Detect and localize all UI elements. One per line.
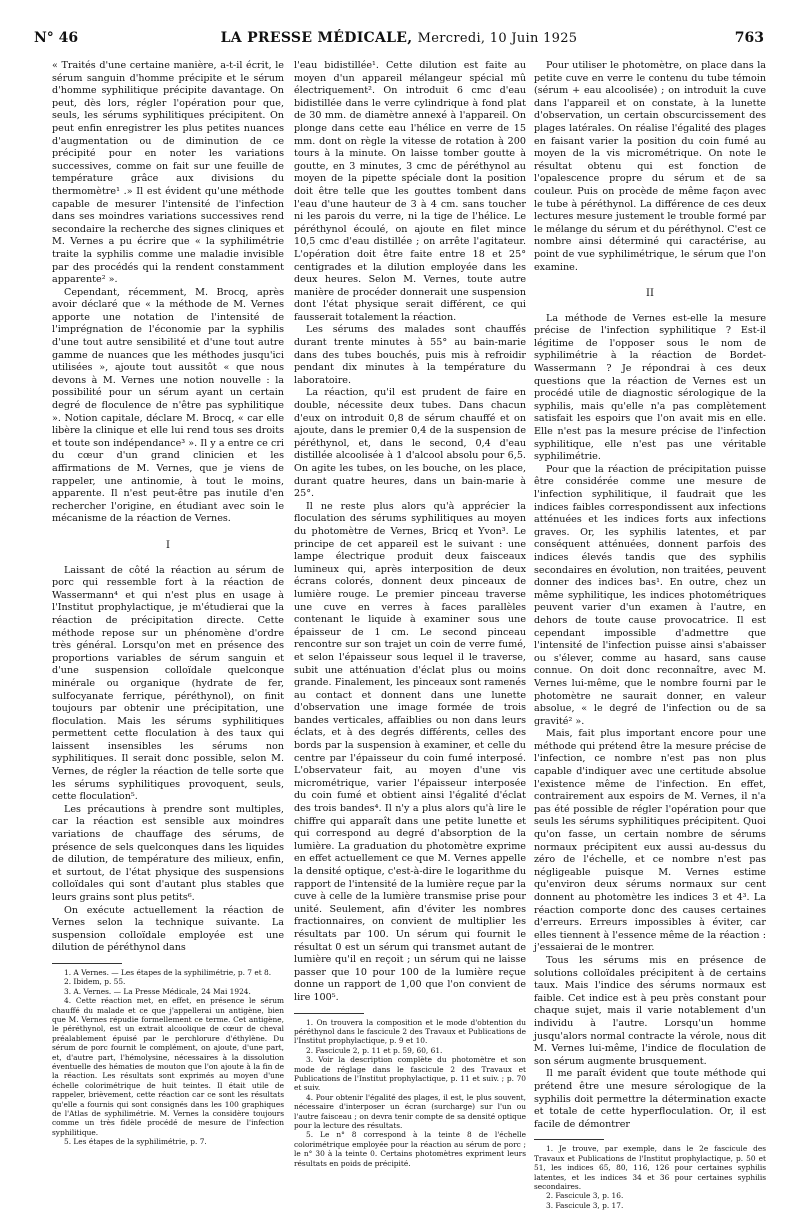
footnote-rule [52, 963, 122, 964]
paragraph: Les sérums des malades sont chauffés durant trente minutes à 55° au bain-marie dans des tubes bouchés, puis mis à refroidir pendant dix minutes à la température du laboratoire. [294, 324, 526, 386]
footnote: 2. Ibidem, p. 55. [64, 977, 126, 987]
section-heading: I [166, 539, 170, 551]
footnote: 3. Fascicule 3, p. 17. [546, 1200, 624, 1210]
footnote: 1. Je trouve, par exemple, dans le 2e fascicule des Travaux et Publications de l'Institut prophylactique, p. 50 et 51, les indices 65, 80, 116, 126 pour certaines syphilis latentes, et les indices 34 et 36 pour certaines syphilis secondaires. [534, 1144, 766, 1191]
section-heading: II [646, 288, 654, 300]
paragraph: Cependant, récemment, M. Brocq, après avoir déclaré que « la méthode de M. Vernes apporte une notation de l'intensité de l'imprégnation de l'économie par la syphilis d'une tout autre sensibilité et d'une tout autre gamme de nuances que les méthodes jusqu'ici utilisées », ajoute tout aussitôt « que nous devons à M. Vernes une notion nouvelle : la possibilité pour un sérum ayant un certain degré de floculence de n'être pas syphilitique ». Notion capitale, déclare M. Brocq, « car elle libère la clinique et elle lui rend tous ses droits et toute son indépendance³ ». Il y a entre ce cri du cœur d'un grand clinicien et les affirmations de M. Vernes, que je viens de rappeler, une antinomie, à tout le moins, apparente. Il n'est peut-être pas inutile d'en rechercher l'origine, en étudiant avec soin le mécanisme de la réaction de Vernes. [52, 286, 284, 525]
footnote: 4. Pour obtenir l'égalité des plages, il est, le plus souvent, nécessaire d'interposer un écran (surcharge) sur l'un ou l'autre faisceau ; on devra tenir compte de sa densité optique pour la lecture des résultats. [294, 1092, 526, 1130]
paragraph: Mais, fait plus important encore pour une méthode qui prétend être la mesure précise de l'infection, ce nombre n'est pas non plus capable d'indiquer avec une certitude absolue l'existence même de l'infection. En effet, contrairement aux espoirs de M. Vernes, il n'a pas été possible de régler l'opération pour que seuls les sérums syphilitiques précipitent. Quoi qu'on fasse, un certain nombre de sérums normaux précipitent eux aussi au-dessus du zéro de l'échelle, et ce nombre n'est pas négligeable puisque M. Vernes estime qu'environ deux sérums normaux sur cent donnent au photomètre les indices 3 et 4³. La réaction comporte donc des causes certaines d'erreurs. Erreurs impossibles à éviter, car elles tiennent à l'essence même de la réaction : j'essaierai de le montrer. [534, 728, 766, 954]
paragraph: Pour que la réaction de précipitation puisse être considérée comme une mesure de l'infection syphilitique, il faudrait que les indices faibles correspondissent aux infections atténuées et les indices forts aux infections graves. Or, les syphilis latentes, et par conséquent atténuées, donnent parfois des indices élevés tandis que des syphilis secondaires en évolution, non traitées, peuvent donner des indices bas¹. En outre, chez un même syphilitique, les indices photométriques peuvent varier d'un examen à l'autre, en dehors de toute cause provocatrice. Il est cependant impossible d'admettre que l'intensité de l'infection puisse ainsi s'abaisser ou s'élever, comme au hasard, sans cause connue. On doit donc reconnaître, avec M. Vernes lui-même, que le nombre fourni par le photomètre ne saurait donner, en valeur absolue, « le degré de l'infection ou de sa gravité² ». [534, 463, 766, 727]
footnote: 1. A Vernes. — Les étapes de la syphilimétrie, p. 7 et 8. [64, 967, 272, 977]
column-2 [294, 60, 526, 1168]
paragraph: Laissant de côté la réaction au sérum de porc qui ressemble fort à la réaction de Wassermann⁴ et qui n'est plus en usage à l'Institut prophylactique, je m'étudierai que la réaction de précipitation directe. Cette méthode repose sur un phénomène d'ordre très général. Lorsqu'on met en présence des proportions variables de sérum sanguin et d'une suspension colloïdale quelconque minérale ou organique (hydrate de fer, sulfocyanate ferrique, péréthynol), on finit toujours par obtenir une précipitation, une floculation. Mais les sérums syphilitiques permettent cette floculation à des taux qui laissent insensibles les sérums non syphilitiques. Il serait donc possible, selon M. Vernes, de régler la réaction de telle sorte que les sérums syphilitiques provoquent, seuls, cette floculation⁵. [52, 564, 284, 803]
footnote: 2. Fascicule 2, p. 11 et p. 59, 60, 61. [306, 1045, 443, 1055]
paragraph: La réaction, qu'il est prudent de faire en double, nécessite deux tubes. Dans chacun d'eux on introduit 0,8 de sérum chauffé et on ajoute, dans le premier 0,4 de la suspension de péréthynol, et, dans le second, 0,4 d'eau distillée alcoolisée à 1 d'alcool absolu pour 6,5. On agite les tubes, on les bouche, on les place, durant quatre heures, dans un bain-marie à 25°. [294, 387, 526, 500]
paragraph: l'eau bidistillée¹. Cette dilution est faite au moyen d'un appareil mélangeur spécial mû électriquement². On introduit 6 cmc d'eau bidistillée dans le verre cylindrique à fond plat de 30 mm. de diamètre annexé à l'appareil. On plonge dans cette eau l'hélice en verre de 15 mm. dont on règle la vitesse de rotation à 200 tours à la minute. On laisse tomber goutte à goutte, en 3 minutes, 3 cmc de péréthynol au moyen de la pipette spéciale dont la position doit être telle que les gouttes tombent dans l'eau d'une hauteur de 3 à 4 cm. sans toucher ni les parois du verre, ni la tige de l'hélice. Le péréthynol écoulé, on ajoute en filet mince 10,5 cmc d'eau distillée ; on arrête l'agitateur. L'opération doit être faite entre 18 et 25° centigrades et la dilution employée dans les deux heures. Selon M. Vernes, toute autre manière de procéder donnerait une suspension dont l'état physique serait différent, ce qui fausserait totalement la réaction. [294, 60, 526, 323]
column-3 [534, 60, 766, 1210]
paragraph: On exécute actuellement la réaction de Vernes selon la technique suivante. La suspension colloïdale employée est une dilution de péréthynol dans [52, 904, 284, 954]
footnote: 2. Fascicule 3, p. 16. [546, 1191, 624, 1201]
paragraph: Tous les sérums mis en présence de solutions colloïdales précipitent à de certains taux. Mais l'indice des sérums normaux est faible. Cet indice est à peu près constant pour chaque sujet, mais il varie notablement d'un individu à l'autre. Lorsqu'un homme jusqu'alors normal contracte la vérole, nous dit M. Vernes lui-même, l'indice de floculation de son sérum augmente brusquement. [534, 954, 766, 1067]
footnote: 5. Le n° 8 correspond à la teinte 8 de l'échelle colorimétrique employée pour la réaction au sérum de porc ; le n° 30 à la teinte 0. Certains photomètres expriment leurs résultats en poids de précipité. [294, 1130, 526, 1168]
footnote: 3. A. Vernes. — La Presse Médicale, 24 Mai 1924. [64, 986, 251, 996]
journal-name: LA PRESSE MÉDICALE, [220, 30, 413, 46]
paragraph: Il ne reste plus alors qu'à apprécier la floculation des sérums syphilitiques au moyen du photomètre de Vernes, Bricq et Yvon³. Le principe de cet appareil est le suivant : une lampe électrique produit deux faisceaux lumineux qui, après interposition de deux écrans colorés, donnent deux pinceaux de lumière rouge. Le premier pinceau traverse une cuve en verres à faces parallèles contenant le liquide à examiner sous une épaisseur de 1 cm. Le second pinceau rencontre sur son trajet un coin de verre fumé, et selon l'épaisseur sous lequel il le traverse, subit une atténuation d'éclat plus ou moins grande. Finalement, les pinceaux sont ramenés au contact et donnent dans une lunette d'observation une image formée de trois bandes verticales, affaiblies ou non dans leurs éclats, et à des degrés différents, celles des bords par la suspension à examiner, et celle du centre par l'épaisseur du coin fumé interposé. L'observateur fait, au moyen d'une vis micrométrique, varier l'épaisseur interposée du coin fumé et obtient ainsi l'égalité d'éclat des trois bandes⁴. Il n'y a plus alors qu'à lire le chiffre qui apparaît dans une petite lunette et qui correspond au degré d'absorption de la lumière. La graduation du photomètre exprime en effet actuellement ce que M. Vernes appelle la densité optique, c'est-à-dire le logarithme du rapport de l'intensité de la lumière reçue par la cuve à celle de la lumière transmise prise pour unité. Seulement, afin d'éviter les nombres fractionnaires, on convient de multiplier les résultats par 100. Un sérum qui fournit le résultat 0 est un sérum qui transmet autant de lumière qu'il en reçoit ; un sérum qui ne laisse passer que 10 pour 100 de la lumière reçue donne un rapport de 1,00 que l'on convient de lire 100⁵. [294, 500, 526, 1003]
footnote-rule [534, 1139, 604, 1140]
page-header [34, 30, 764, 50]
footnote-rule [294, 1013, 364, 1014]
paragraph: Pour utiliser le photomètre, on place dans la petite cuve en verre le contenu du tube témoin (sérum + eau alcoolisée) ; on introduit la cuve dans l'appareil et on constate, à la lunette d'observation, un certain obscurcissement des plages latérales. On réalise l'égalité des plages en faisant varier la position du coin fumé au moyen de la vis micrométrique. On note le résultat obtenu qui est fonction de l'opalescence propre du sérum et de sa couleur. Puis on procède de même façon avec le tube à péréthynol. La différence de ces deux lectures mesure justement le trouble formé par le mélange du sérum et du péréthynol. C'est ce nombre ainsi déterminé qui caractérise, au point de vue syphilimétrique, le sérum que l'on examine. [534, 60, 766, 273]
page-number-left: N° 46 [34, 30, 79, 46]
page-number-right: 763 [734, 30, 764, 46]
column-1 [52, 60, 284, 1147]
paragraph: « Traités d'une certaine manière, a-t-il écrit, le sérum sanguin d'homme précipite et le sérum d'homme syphilitique précipite davantage. On peut, dès lors, régler l'opération pour que, seuls, les sérums syphilitiques précipitent. On peut enfin enregistrer les plus petites nuances d'augmentation ou de diminution de ce précipité pour en noter les variations successives, comme on fait sur une feuille de température grâce aux divisions du thermomètre¹ .» Il est évident qu'une méthode capable de mesurer l'intensité de l'infection dans ses moindres variations successives rend secondaire la recherche des signes cliniques et M. Vernes a pu écrire que « la syphilimétrie traite la syphilis comme une maladie invisible par des procédés qui la rendent constamment apparente² ». [52, 60, 284, 286]
paragraph: Il me paraît évident que toute méthode qui prétend être une mesure sérologique de la syphilis doit permettre la détermination exacte et totale de cette hyperfloculation. Or, il est facile de démontrer [534, 1068, 766, 1130]
journal-title [34, 30, 764, 46]
paragraph: La méthode de Vernes est-elle la mesure précise de l'infection syphilitique ? Est-il légitime de l'opposer sous le nom de syphilimétrie à la réaction de Bordet-Wassermann ? Je répondrai à ces deux questions que la réaction de Vernes est un procédé utile de diagnostic sérologique de la syphilis, mais qu'elle n'a pas complètement satisfait les espoirs que l'on avait mis en elle. Elle n'est pas la mesure précise de l'infection syphilitique, elle n'est pas une véritable syphilimétrie. [534, 312, 766, 463]
footnote: 1. On trouvera la composition et le mode d'obtention du péréthynol dans le fascicule 2 des Travaux et Publications de l'Institut prophylactique, p. 9 et 10. [294, 1017, 526, 1046]
issue-date: Mercredi, 10 Juin 1925 [417, 31, 578, 46]
footnote: 5. Les étapes de la syphilimétrie, p. 7. [64, 1137, 207, 1147]
footnote: 3. Voir la description complète du photomètre et son mode de réglage dans le fascicule 2 des Travaux et Publications de l'Institut prophylactique, p. 11 et suiv. ; p. 70 et suiv. [294, 1055, 526, 1093]
footnote: 4. Cette réaction met, en effet, en présence le sérum chauffé du malade et ce que j'appellerai un antigène, bien que M. Vernes répudie formellement ce terme. Cet antigène, le péréthynol, est un extrait alcoolique de cœur de cheval préalablement épuisé par le perchlorure d'éthylène. Du sérum de porc fournit le complément, on ajoute, d'une part, et, d'autre part, l'hémolysine, nécessaires à la dissolution éventuelle des hématies de mouton que l'on ajoute à la fin de la réaction. Les résultats sont exprimés au moyen d'une échelle colorimétrique de huit teintes. Il était utile de rappeler, brièvement, cette réaction car ce sont les résultats qu'elle a fournis qui sont consignés dans les 100 graphiques de l'Atlas de syphilimétrie. M. Vernes la considère toujours comme un très fidèle procédé de mesure de l'infection syphilitique. [52, 996, 284, 1137]
paragraph: Les précautions à prendre sont multiples, car la réaction est sensible aux moindres variations de chauffage des sérums, de présence de sels quelconques dans les liquides de dilution, de température des milieux, enfin, et surtout, de l'état physique des suspensions colloïdales qui sont d'autant plus stables que leurs grains sont plus petits⁶. [52, 803, 284, 903]
